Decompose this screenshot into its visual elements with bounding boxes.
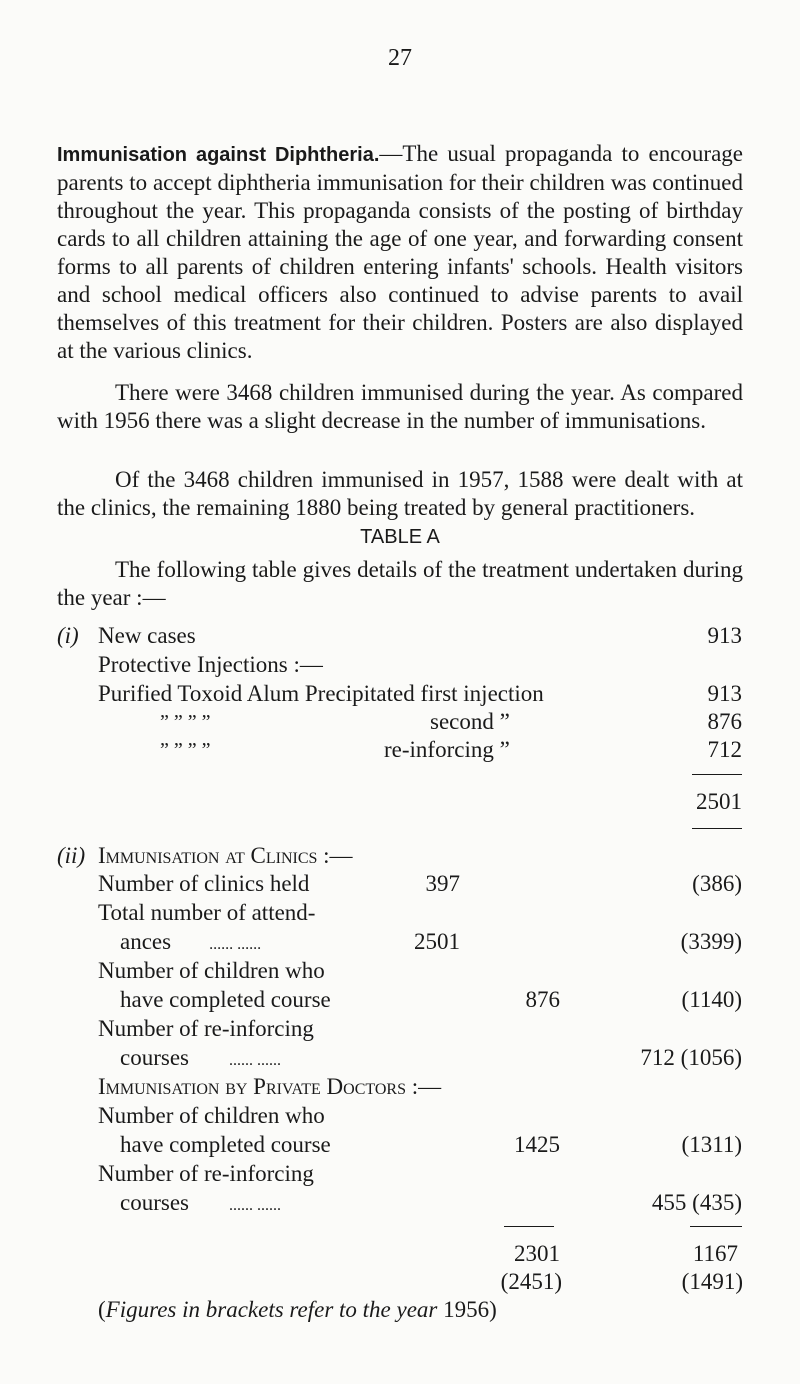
dot-leader: ...... ...... [228,1197,281,1214]
attendances-prev: (3399) [680,929,742,954]
clinic-reinforcing-label-2 [120,1044,281,1075]
reinforcing-injection-label: re-inforcing ” [384,737,510,762]
section-i-total: 2501 [696,789,742,814]
clinic-reinforcing-prev: (1056) [680,1045,742,1070]
doctor-reinforcing-label-2 [120,1189,281,1220]
section-i-marker: (i) [57,623,79,648]
second-injection-label: second ” [430,709,510,734]
attendances-label-text: ances [120,929,172,954]
doctor-reinforcing-figures [620,1189,742,1217]
second-injection-value: 876 [707,709,742,734]
new-cases-label: New cases [98,623,196,648]
protective-injections-label: Protective Injections :— [98,652,323,677]
section-ii-marker: (ii) [57,843,86,868]
doctor-reinforcing-label-text: courses [120,1190,189,1215]
clinic-completed-value: 876 [525,987,560,1012]
clinic-completed-label-2: have completed course [120,987,331,1012]
clinic-reinforcing-label-text: courses [120,1045,189,1070]
doctor-reinforcing-label-1: Number of re-inforcing [98,1161,314,1186]
paragraph-immunisation-intro [57,140,743,365]
page-number: 27 [388,45,412,71]
total-reinforcing: 1167 [692,1241,738,1266]
clinic-reinforcing-label-1: Number of re-inforcing [98,1016,314,1041]
attendances-label-2 [120,928,261,959]
table-title: TABLE A [360,526,440,548]
reinforcing-injection-value: 712 [707,737,742,762]
total-rule-bottom [692,828,742,829]
reinforcing-total-rule [690,1226,742,1227]
clinic-reinforcing-value: 712 [640,1045,675,1070]
total-completed-prev: (2451) [500,1269,562,1294]
doctor-reinforcing-value: 455 [651,1190,687,1215]
ditto-marks: ” ” ” ” [160,711,211,733]
footnote: (Figures in brackets refer to the year 1956) [98,1297,497,1322]
section-heading: Immunisation against Diphtheria. [57,144,380,166]
doctors-heading: Immunisation by Private Doctors :— [98,1074,442,1099]
paragraph-text: —The usual propaganda to encourage parents to accept diphtheria immunisation for their children was continued throughout the year. This propaganda consists of the posting of birthday cards to all children attaining the age of one year, and forwarding consent forms to all parents of children entering infants' schools. Health visitors and school medical officers also continued to advise parents to avail themselves of this treatment for their children. Posters are also displayed at the various clinics. [57,141,743,363]
new-cases-value: 913 [707,623,742,648]
clinics-held-prev: (386) [692,871,742,896]
total-reinforcing-prev: (1491) [681,1269,743,1294]
first-injection-label: Purified Toxoid Alum Precipitated first injection [98,681,544,706]
clinics-held-value: 397 [425,871,460,896]
footnote-year: 1956 [443,1297,490,1322]
doctor-reinforcing-prev: (435) [692,1190,742,1215]
doctor-completed-label-1: Number of children who [98,1103,325,1128]
doctor-completed-prev: (1311) [681,1132,742,1157]
attendances-value: 2501 [414,929,460,954]
footnote-italic: Figures in brackets refer to the year [105,1297,438,1322]
clinics-held-label: Number of clinics held [98,871,310,896]
clinic-completed-prev: (1140) [681,987,742,1012]
doctor-completed-value: 1425 [514,1132,560,1157]
doctor-completed-label-2: have completed course [120,1132,331,1157]
total-completed: 2301 [514,1241,560,1266]
completed-total-rule [504,1226,554,1227]
total-rule-top [692,774,742,775]
clinics-heading: Immunisation at Clinics :— [98,843,353,868]
clinic-completed-label-1: Number of children who [98,958,325,983]
dot-leader: ...... ...... [209,936,262,953]
attendances-label-1: Total number of attend- [98,900,316,925]
paragraph-children-immunised: There were 3468 children immunised during the year. As compared with 1956 there was a slight decrease in the number of immunisations. [57,380,743,433]
dot-leader: ...... ...... [228,1052,281,1069]
paragraph-clinics-split: Of the 3468 children immunised in 1957, 1588 were dealt with at the clinics, the remaining 1880 being treated by general practitioners. [57,467,743,520]
ditto-marks: ” ” ” ” [160,739,211,761]
first-injection-value: 913 [707,681,742,706]
table-intro: The following table gives details of the treatment undertaken during the year :— [57,557,743,610]
clinic-reinforcing-figures [620,1044,742,1072]
